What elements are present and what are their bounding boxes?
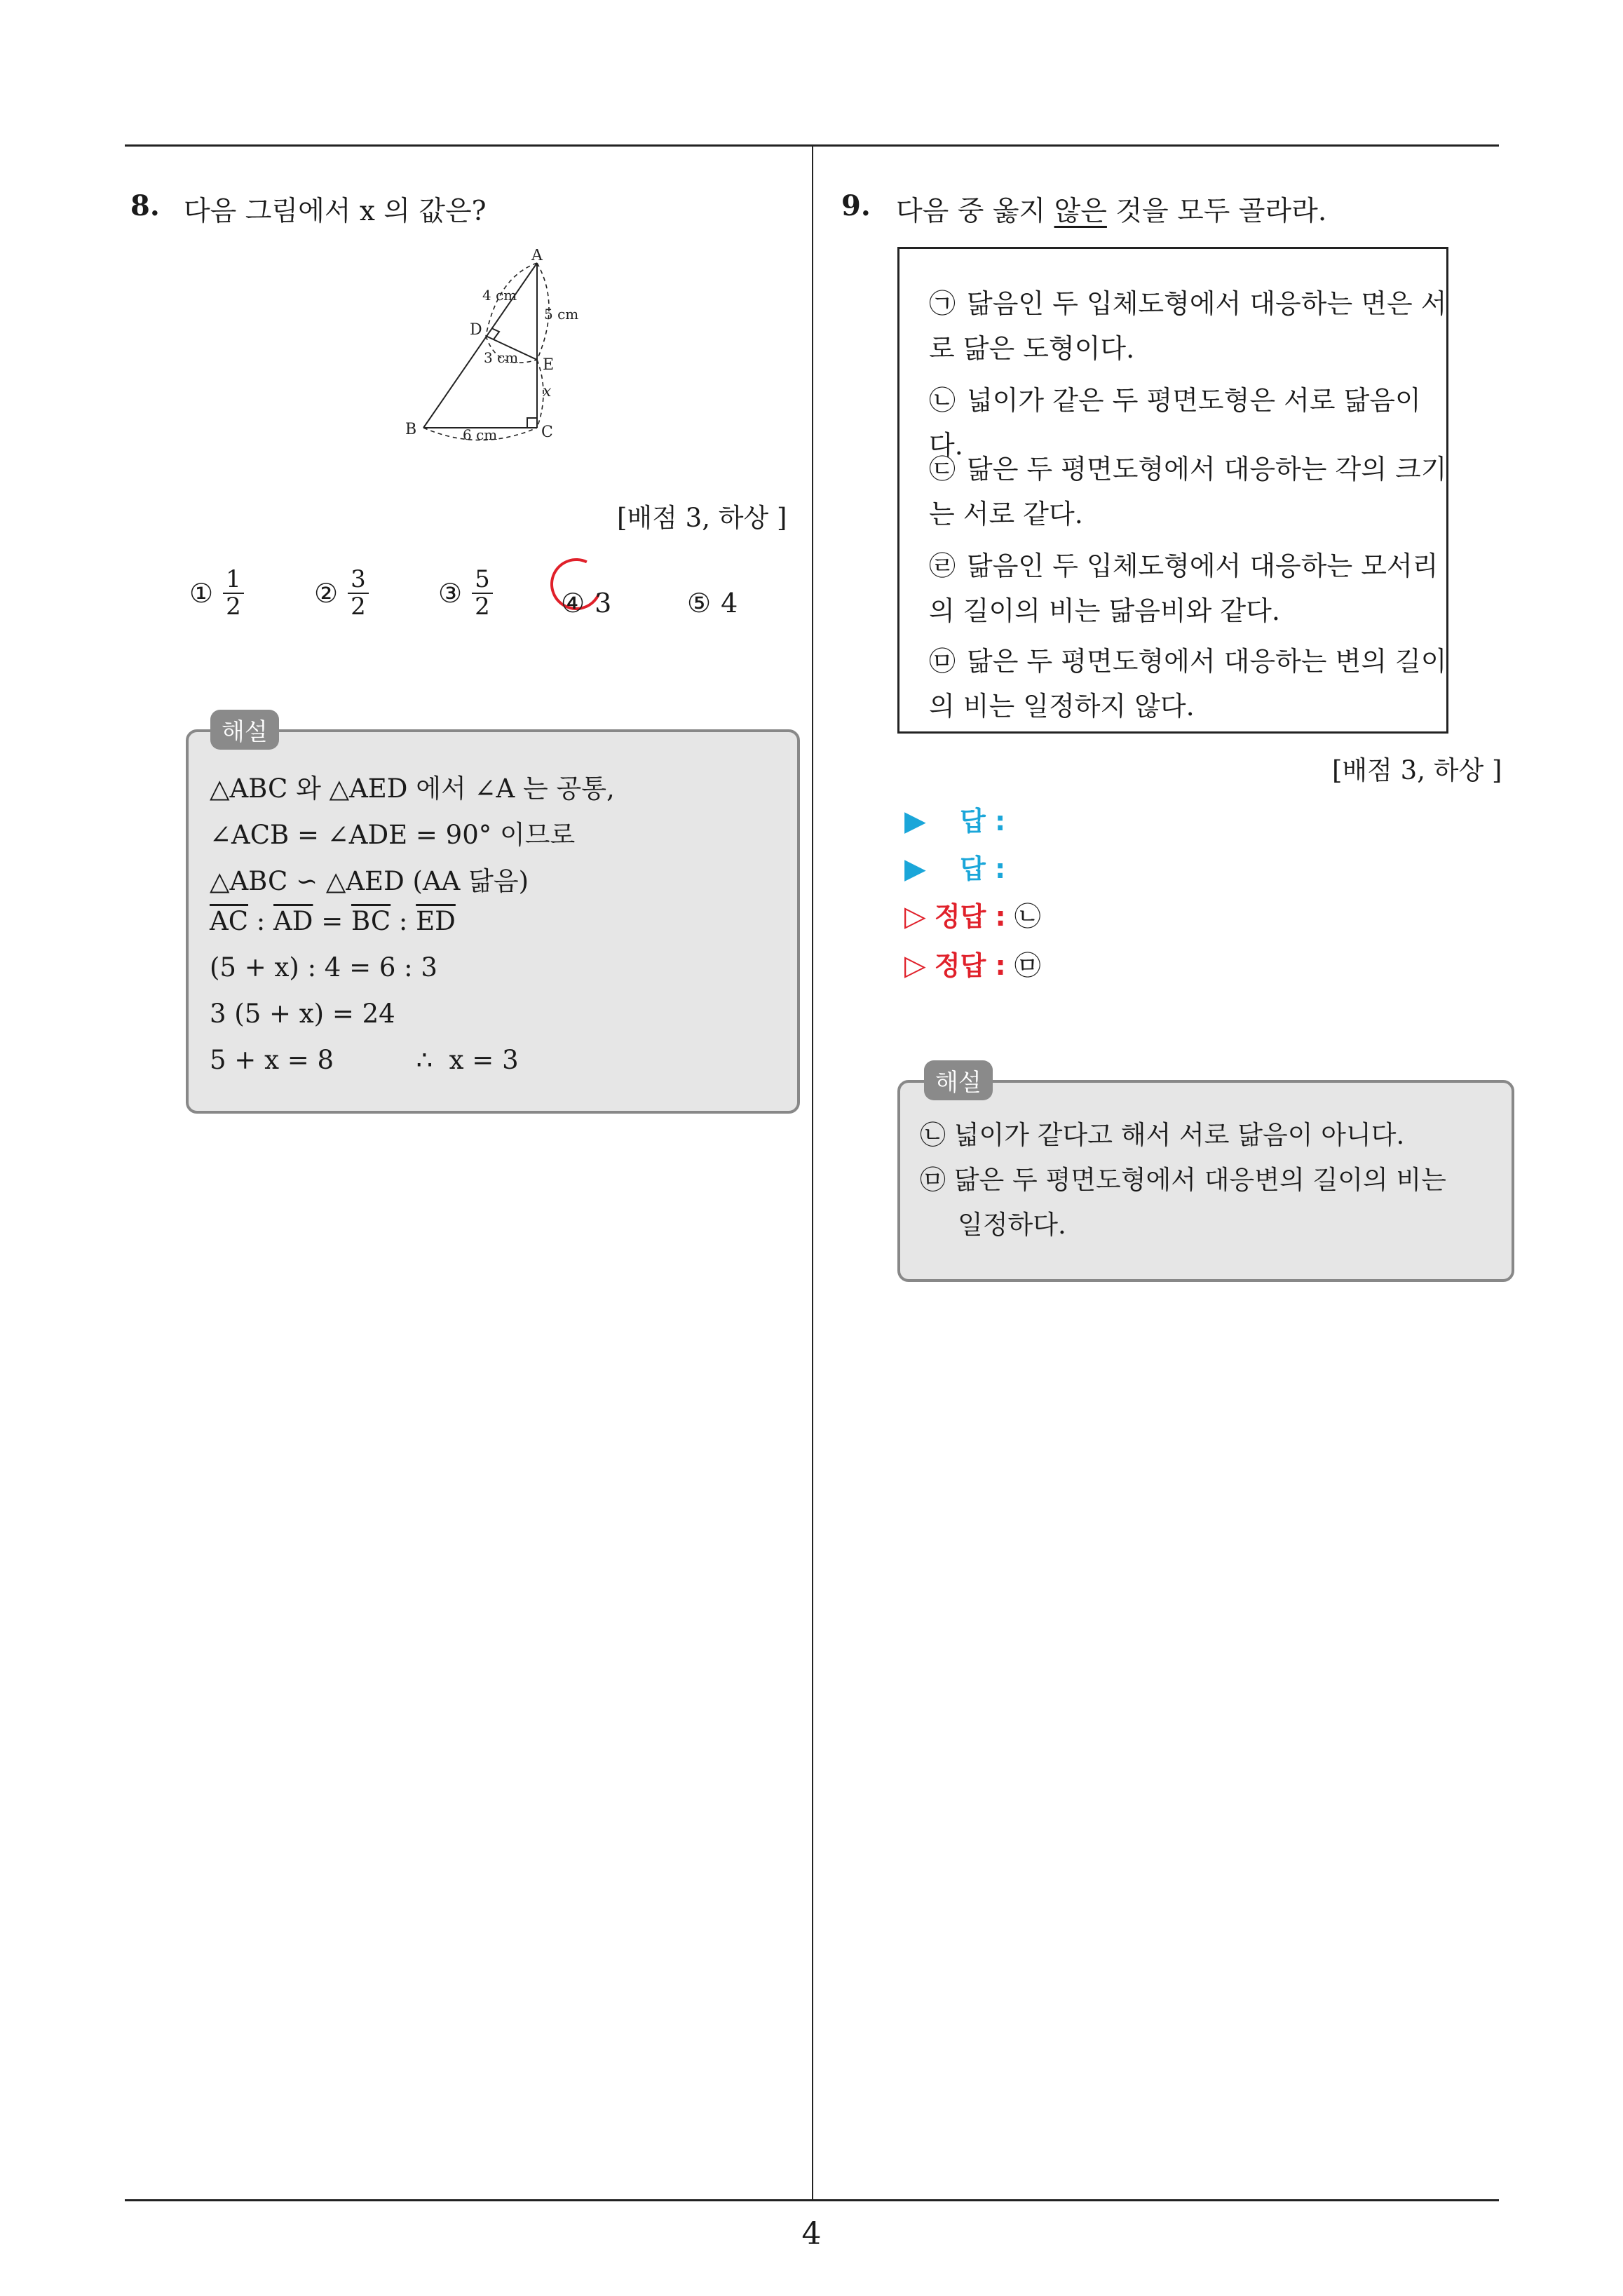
- statement-item: ㉣ 닮음인 두 입체도형에서 대응하는 모서리의 길이의 비는 닮음비와 같다.: [929, 551, 1439, 626]
- explanation-line: ㉡ 넓이가 같다고 해서 서로 닮음이 아니다.: [920, 1120, 1405, 1150]
- statement-item: ㉠ 닮음인 두 입체도형에서 대응하는 면은 서로 닮은 도형이다.: [929, 288, 1447, 364]
- fraction: $\frac{5}{2}$: [472, 567, 493, 621]
- answer-field[interactable]: ▶ 답 :: [904, 805, 1006, 837]
- explanation-line: (5 + x) : 4 = 6 : 3: [210, 952, 437, 982]
- length-ec-label: x: [543, 383, 552, 400]
- column-divider: [812, 146, 813, 2201]
- emphasis-underline: 않은: [1054, 196, 1107, 227]
- vertex-a-label: A: [531, 249, 543, 264]
- explanation-tag: 해설: [924, 1060, 993, 1100]
- fraction: $\frac{1}{2}$: [223, 567, 244, 621]
- explanation-box: [186, 729, 800, 1114]
- score-label: [배점 3, 하상 ]: [617, 503, 787, 533]
- bottom-rule: [125, 2199, 1499, 2201]
- choice-5-value: 4: [721, 588, 738, 619]
- vertex-d-label: D: [470, 321, 482, 339]
- triangle-figure: [393, 249, 603, 452]
- statement-item: ㉤ 닮은 두 평면도형에서 대응하는 변의 길이의 비는 일정하지 않다.: [929, 646, 1447, 722]
- segment-ed: $\overline{ED}$: [416, 906, 456, 936]
- vertex-b-label: B: [405, 421, 417, 438]
- explanation-line: △ABC ∽ △AED (AA 닮음): [210, 866, 529, 896]
- question-number: 8.: [130, 189, 160, 222]
- ratio-line: [210, 906, 456, 936]
- length-de-label: 3 cm: [484, 349, 519, 366]
- choice-1-mark: ①: [189, 578, 214, 609]
- choice-5[interactable]: [687, 588, 738, 619]
- segment-ad: $\overline{AD}$: [273, 906, 313, 936]
- explanation-box: [897, 1080, 1514, 1282]
- choice-5-mark: ⑤: [687, 588, 712, 619]
- explanation-line: 일정하다.: [958, 1210, 1066, 1240]
- correct-answer: ▷ 정답 : ㉡: [904, 900, 1041, 933]
- explanation-line: ㉤ 닮은 두 평면도형에서 대응변의 길이의 비는: [920, 1165, 1446, 1195]
- segment-bc: $\overline{BC}$: [351, 906, 391, 936]
- question-number: 9.: [841, 189, 871, 222]
- question-text: 다음 중 옳지 않은 것을 모두 골라라.: [896, 196, 1327, 227]
- length-ad-label: 4 cm: [482, 287, 517, 304]
- vertex-e-label: E: [543, 356, 555, 374]
- fraction: $\frac{3}{2}$: [348, 567, 369, 621]
- statement-item: ㉢ 닮은 두 평면도형에서 대응하는 각의 크기는 서로 같다.: [929, 454, 1447, 529]
- explanation-line: △ABC 와 △AED 에서 ∠A 는 공통,: [210, 774, 615, 804]
- question-text: 다음 그림에서 x 의 값은?: [184, 196, 487, 227]
- choice-2[interactable]: [314, 567, 369, 621]
- ratio-sep: :: [398, 906, 408, 936]
- page-number: 4: [801, 2216, 822, 2252]
- answer-field[interactable]: ▶ 답 :: [904, 853, 1006, 885]
- choice-3-mark: ③: [438, 578, 463, 609]
- explanation-line: 3 (5 + x) = 24: [210, 999, 395, 1029]
- correct-answer: ▷ 정답 : ㉤: [904, 950, 1041, 982]
- choice-3[interactable]: [438, 567, 493, 621]
- choice-4[interactable]: [561, 588, 611, 619]
- choice-2-mark: ②: [314, 578, 339, 609]
- statement-box: [897, 247, 1448, 734]
- explanation-line: ∠ACB = ∠ADE = 90° 이므로: [210, 820, 576, 850]
- segment-ac: $\overline{AC}$: [210, 906, 249, 936]
- choice-4-value: 3: [595, 588, 612, 619]
- explanation-tag: 해설: [210, 710, 279, 750]
- choice-1[interactable]: [189, 567, 244, 621]
- vertex-c-label: C: [541, 424, 553, 441]
- explanation-line: 5 + x = 8 ∴ x = 3: [210, 1045, 519, 1075]
- score-label: [배점 3, 하상 ]: [1332, 755, 1502, 785]
- choice-4-mark: ④: [561, 588, 585, 619]
- ratio-sep: :: [256, 906, 266, 936]
- statement-item: ㉡ 넓이가 같은 두 평면도형은 서로 닮음이다.: [929, 385, 1421, 461]
- length-ae-label: 5 cm: [544, 306, 579, 323]
- ratio-eq: =: [321, 906, 344, 936]
- length-bc-label: 6 cm: [463, 426, 498, 443]
